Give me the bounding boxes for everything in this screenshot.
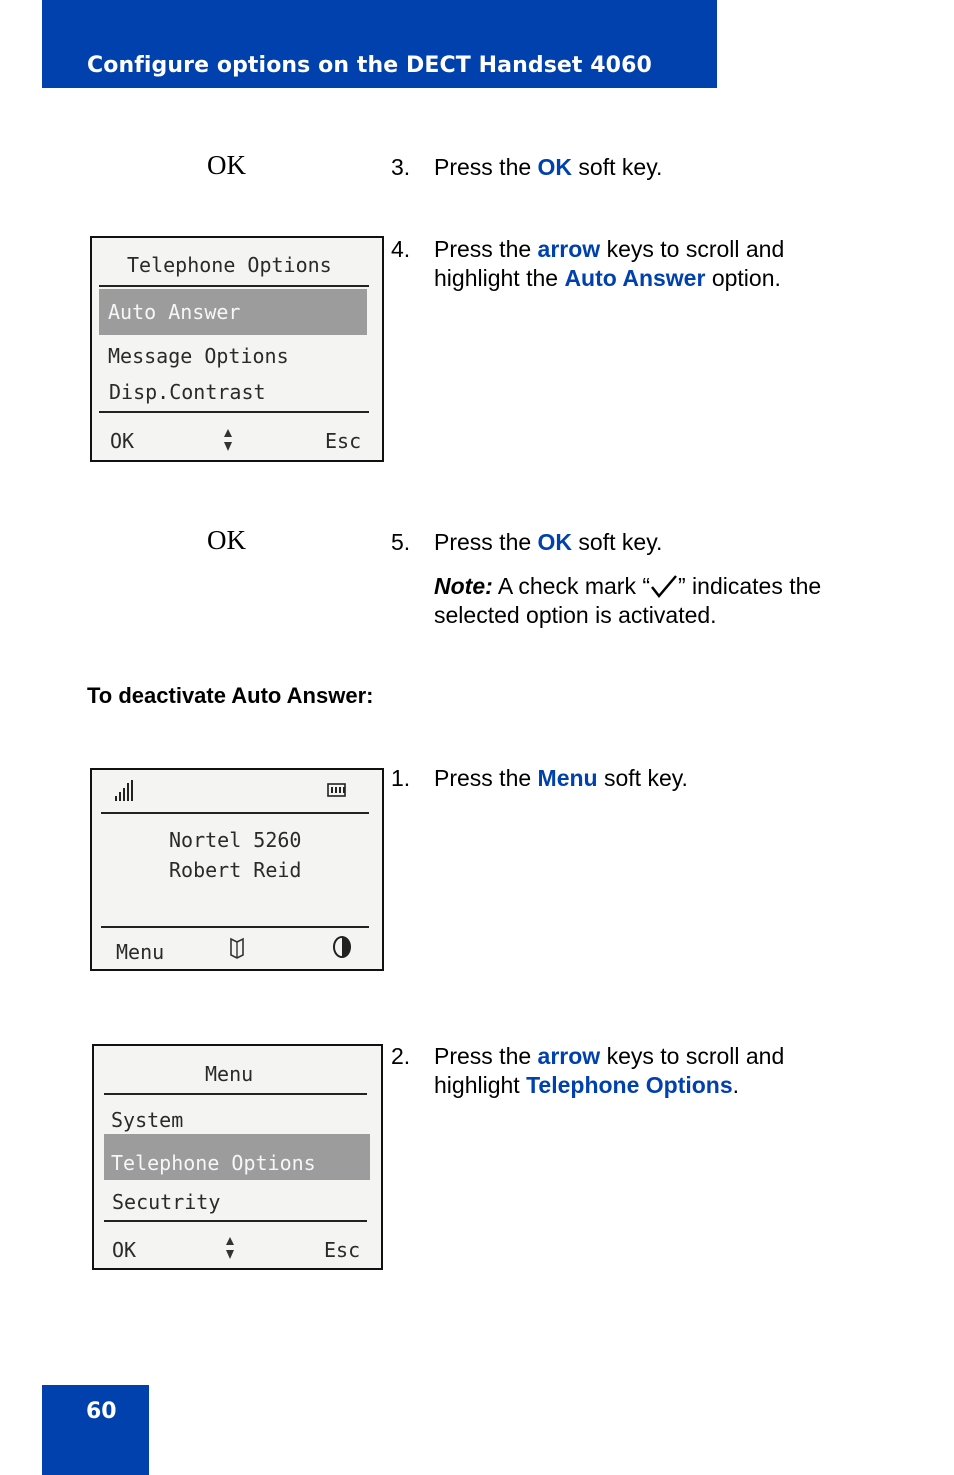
- step-number: 1.: [391, 765, 411, 791]
- phonebook-icon[interactable]: [229, 936, 245, 960]
- scroll-arrows-icon[interactable]: [225, 1236, 235, 1260]
- step-number: 2.: [391, 1043, 411, 1069]
- menu-item-auto-answer[interactable]: Auto Answer: [108, 300, 241, 324]
- scroll-arrows-icon[interactable]: [223, 428, 233, 452]
- section-heading: To deactivate Auto Answer:: [87, 683, 374, 708]
- menu-item-system[interactable]: System: [111, 1108, 184, 1132]
- selected-row[interactable]: [104, 1134, 370, 1180]
- contrast-icon[interactable]: [332, 936, 352, 958]
- divider: [99, 411, 369, 413]
- soft-key-menu[interactable]: Menu: [116, 940, 165, 964]
- step-number: 5.: [391, 529, 411, 555]
- note-label: Note:: [434, 573, 493, 599]
- soft-key-esc[interactable]: Esc: [325, 429, 362, 453]
- ok-key-label: OK: [207, 525, 246, 555]
- signal-strength-icon: [114, 780, 134, 802]
- check-mark-icon: [650, 574, 678, 598]
- menu-item-telephone-options[interactable]: Telephone Options: [111, 1151, 316, 1175]
- note-text: A check mark “: [492, 573, 650, 599]
- handset-screen-telephone-options: [90, 236, 384, 462]
- selected-row[interactable]: [99, 289, 367, 335]
- step-number: 3.: [391, 154, 411, 180]
- handset-screen-menu: [92, 1044, 383, 1270]
- battery-icon: [327, 782, 347, 798]
- step-text: Press the Menu soft key.: [434, 765, 688, 791]
- menu-item-message-options[interactable]: Message Options: [108, 344, 289, 368]
- divider: [101, 926, 369, 928]
- divider: [99, 285, 369, 287]
- page-number-box: [42, 1385, 149, 1475]
- divider: [104, 1220, 367, 1222]
- menu-item-security[interactable]: Secutrity: [112, 1190, 221, 1214]
- handset-model: Nortel 5260: [169, 828, 302, 852]
- step-text: Press the OK soft key.: [434, 154, 663, 180]
- step-text: Press the arrow keys to scroll and highlight Telephone Options.: [434, 1043, 785, 1098]
- soft-key-ok[interactable]: OK: [112, 1238, 137, 1262]
- menu-item-disp-contrast[interactable]: Disp.Contrast: [109, 380, 266, 404]
- step-number: 4.: [391, 236, 411, 262]
- step-text: Press the OK soft key.: [434, 529, 663, 555]
- step-text: Press the arrow keys to scroll and highlight the Auto Answer option.: [434, 236, 785, 291]
- note: [434, 572, 874, 630]
- divider: [104, 1093, 367, 1095]
- screen-title: Telephone Options: [127, 253, 332, 277]
- divider: [101, 812, 369, 814]
- soft-key-esc[interactable]: Esc: [324, 1238, 361, 1262]
- user-name: Robert Reid: [169, 858, 302, 882]
- soft-key-ok[interactable]: OK: [110, 429, 135, 453]
- screen-title: Menu: [205, 1062, 254, 1086]
- header-title: Configure options on the DECT Handset 4060: [87, 53, 652, 78]
- note-text: ” indicates the selected option is activated.: [434, 573, 822, 628]
- header-bar: [42, 0, 717, 88]
- ok-key-label: OK: [207, 150, 246, 180]
- page-number: 60: [86, 1399, 117, 1424]
- handset-screen-idle: [90, 768, 384, 971]
